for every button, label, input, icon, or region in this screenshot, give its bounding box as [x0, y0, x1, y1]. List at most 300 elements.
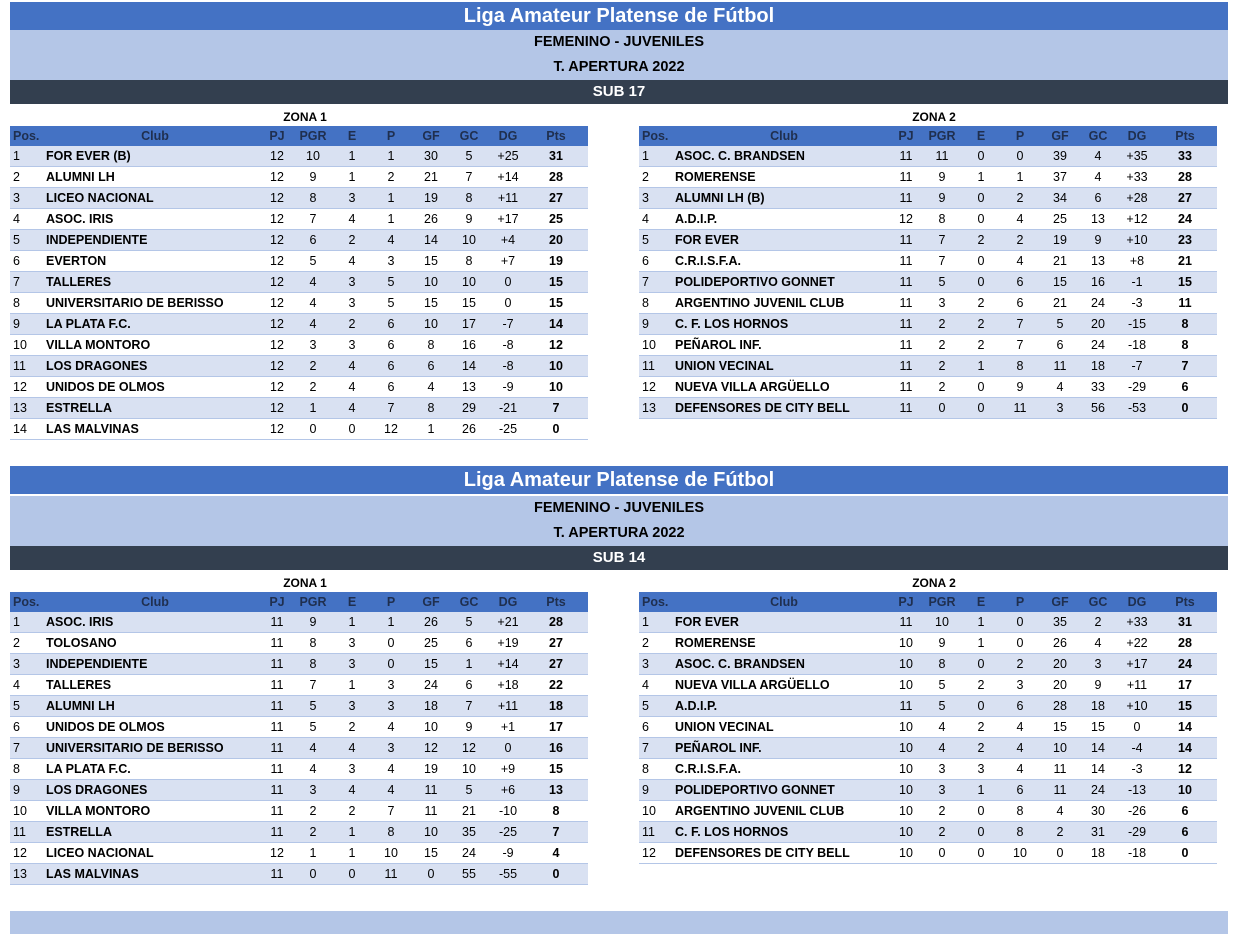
- cell-pj: 11: [266, 864, 288, 885]
- cell-gf: 6: [1045, 335, 1075, 356]
- cell-pj: 10: [895, 801, 917, 822]
- table-row: [10, 335, 588, 356]
- column-header-pos: Pos.: [639, 126, 673, 146]
- cell-gc: 14: [1075, 759, 1121, 780]
- cell-dg: +11: [492, 696, 524, 717]
- column-header-e: E: [967, 126, 995, 146]
- cell-dg: -8: [492, 335, 524, 356]
- cell-e: 1: [338, 146, 366, 167]
- cell-gf: 5: [1045, 314, 1075, 335]
- cell-club: TOLOSANO: [44, 633, 266, 654]
- cell-pj: 12: [266, 356, 288, 377]
- cell-pgr: 5: [288, 717, 338, 738]
- cell-pj: 11: [895, 230, 917, 251]
- footer-band: [10, 911, 1228, 934]
- cell-pts: 24: [1153, 654, 1217, 675]
- cell-pgr: 0: [288, 864, 338, 885]
- cell-dg: +10: [1121, 696, 1153, 717]
- cell-pj: 11: [266, 654, 288, 675]
- cell-pts: 8: [1153, 314, 1217, 335]
- table-row: [10, 356, 588, 377]
- cell-pj: 11: [266, 801, 288, 822]
- cell-pos: 2: [639, 167, 673, 188]
- cell-p: 6: [366, 335, 416, 356]
- cell-pos: 3: [639, 654, 673, 675]
- cell-pos: 2: [10, 167, 44, 188]
- cell-dg: +25: [492, 146, 524, 167]
- table-row: [10, 822, 588, 843]
- cell-p: 9: [995, 377, 1045, 398]
- cell-p: 0: [995, 146, 1045, 167]
- cell-gc: 5: [446, 146, 492, 167]
- cell-club: VILLA MONTORO: [44, 801, 266, 822]
- cell-pts: 15: [524, 272, 588, 293]
- cell-gc: 4: [1075, 633, 1121, 654]
- standings-table: [639, 126, 1217, 419]
- cell-pgr: 2: [917, 801, 967, 822]
- cell-gc: 9: [446, 717, 492, 738]
- cell-pos: 12: [639, 377, 673, 398]
- cell-gc: 8: [446, 188, 492, 209]
- cell-pos: 6: [10, 251, 44, 272]
- cell-pts: 21: [1153, 251, 1217, 272]
- cell-p: 11: [366, 864, 416, 885]
- cell-e: 4: [338, 398, 366, 419]
- table-row: [639, 801, 1217, 822]
- cell-gf: 30: [416, 146, 446, 167]
- cell-gf: 12: [416, 738, 446, 759]
- cell-gf: 19: [1045, 230, 1075, 251]
- table-row: [10, 251, 588, 272]
- cell-pts: 15: [1153, 696, 1217, 717]
- cell-e: 3: [338, 759, 366, 780]
- table-row: [10, 272, 588, 293]
- cell-gc: 20: [1075, 314, 1121, 335]
- table-row: [639, 272, 1217, 293]
- cell-club: DEFENSORES DE CITY BELL: [673, 843, 895, 864]
- cell-p: 7: [366, 801, 416, 822]
- table-row: [639, 633, 1217, 654]
- column-header-gc: GC: [446, 592, 492, 612]
- table-row: [639, 251, 1217, 272]
- cell-dg: +4: [492, 230, 524, 251]
- cell-pts: 28: [524, 612, 588, 633]
- column-header-pos: Pos.: [639, 592, 673, 612]
- cell-club: ALUMNI LH: [44, 696, 266, 717]
- cell-e: 4: [338, 780, 366, 801]
- cell-e: 0: [338, 864, 366, 885]
- cell-dg: -21: [492, 398, 524, 419]
- cell-pj: 12: [895, 209, 917, 230]
- cell-pts: 6: [1153, 801, 1217, 822]
- table-row: [10, 398, 588, 419]
- cell-p: 11: [995, 398, 1045, 419]
- table-row: [10, 864, 588, 885]
- cell-p: 6: [366, 377, 416, 398]
- cell-club: ARGENTINO JUVENIL CLUB: [673, 801, 895, 822]
- cell-dg: -13: [1121, 780, 1153, 801]
- cell-pts: 10: [524, 377, 588, 398]
- cell-dg: -9: [492, 843, 524, 864]
- cell-gc: 1: [446, 654, 492, 675]
- cell-club: LICEO NACIONAL: [44, 843, 266, 864]
- cell-pos: 13: [639, 398, 673, 419]
- cell-club: UNION VECINAL: [673, 717, 895, 738]
- cell-gf: 10: [416, 822, 446, 843]
- cell-dg: -3: [1121, 293, 1153, 314]
- cell-pgr: 5: [917, 696, 967, 717]
- column-header-dg: DG: [492, 126, 524, 146]
- cell-e: 0: [338, 419, 366, 440]
- cell-p: 6: [995, 780, 1045, 801]
- cell-p: 1: [995, 167, 1045, 188]
- cell-dg: -18: [1121, 843, 1153, 864]
- cell-gf: 10: [416, 272, 446, 293]
- table-row: [639, 822, 1217, 843]
- cell-gc: 15: [446, 293, 492, 314]
- cell-pos: 11: [10, 822, 44, 843]
- cell-e: 3: [338, 335, 366, 356]
- cell-pgr: 4: [288, 314, 338, 335]
- cell-pos: 8: [10, 293, 44, 314]
- cell-e: 3: [338, 654, 366, 675]
- cell-club: ESTRELLA: [44, 822, 266, 843]
- cell-pts: 17: [1153, 675, 1217, 696]
- cell-pj: 11: [266, 675, 288, 696]
- cell-pj: 11: [895, 612, 917, 633]
- cell-club: LA PLATA F.C.: [44, 759, 266, 780]
- cell-pj: 10: [895, 759, 917, 780]
- cell-pts: 14: [1153, 717, 1217, 738]
- cell-dg: +7: [492, 251, 524, 272]
- cell-e: 0: [967, 272, 995, 293]
- cell-pgr: 9: [917, 188, 967, 209]
- cell-club: C.R.I.S.F.A.: [673, 251, 895, 272]
- cell-e: 1: [967, 356, 995, 377]
- cell-gf: 11: [1045, 356, 1075, 377]
- cell-p: 2: [995, 188, 1045, 209]
- cell-dg: +28: [1121, 188, 1153, 209]
- cell-pj: 11: [895, 696, 917, 717]
- cell-pos: 12: [10, 377, 44, 398]
- table-row: [10, 801, 588, 822]
- division-subtitle: FEMENINO - JUVENILES: [10, 30, 1228, 55]
- cell-pj: 12: [266, 335, 288, 356]
- table-row: [10, 146, 588, 167]
- cell-pos: 6: [10, 717, 44, 738]
- column-header-e: E: [338, 126, 366, 146]
- cell-gf: 37: [1045, 167, 1075, 188]
- cell-pts: 6: [1153, 822, 1217, 843]
- cell-gf: 15: [1045, 272, 1075, 293]
- cell-pgr: 0: [917, 843, 967, 864]
- cell-p: 4: [995, 251, 1045, 272]
- cell-e: 0: [967, 654, 995, 675]
- cell-p: 4: [366, 759, 416, 780]
- cell-club: UNION VECINAL: [673, 356, 895, 377]
- cell-gc: 7: [446, 696, 492, 717]
- cell-gf: 11: [1045, 780, 1075, 801]
- column-header-gf: GF: [1045, 592, 1075, 612]
- cell-pts: 15: [1153, 272, 1217, 293]
- cell-p: 5: [366, 293, 416, 314]
- cell-club: LAS MALVINAS: [44, 419, 266, 440]
- cell-pgr: 5: [288, 251, 338, 272]
- cell-dg: +22: [1121, 633, 1153, 654]
- cell-pgr: 3: [288, 780, 338, 801]
- cell-gc: 8: [446, 251, 492, 272]
- cell-gc: 4: [1075, 167, 1121, 188]
- cell-dg: -53: [1121, 398, 1153, 419]
- cell-gf: 20: [1045, 654, 1075, 675]
- table-row: [639, 738, 1217, 759]
- cell-pos: 8: [10, 759, 44, 780]
- cell-pj: 11: [895, 167, 917, 188]
- table-row: [10, 654, 588, 675]
- column-header-pj: PJ: [266, 592, 288, 612]
- column-header-pts: Pts: [1153, 592, 1217, 612]
- table-row: [639, 675, 1217, 696]
- cell-pj: 12: [266, 167, 288, 188]
- cell-gf: 34: [1045, 188, 1075, 209]
- cell-pos: 10: [639, 335, 673, 356]
- cell-dg: -29: [1121, 822, 1153, 843]
- cell-pj: 12: [266, 209, 288, 230]
- cell-dg: +9: [492, 759, 524, 780]
- table-row: [639, 146, 1217, 167]
- cell-gc: 4: [1075, 146, 1121, 167]
- table-row: [639, 780, 1217, 801]
- cell-dg: +11: [492, 188, 524, 209]
- zone-label: ZONA 2: [912, 110, 956, 124]
- cell-pos: 9: [10, 780, 44, 801]
- cell-dg: +33: [1121, 167, 1153, 188]
- cell-e: 1: [338, 843, 366, 864]
- cell-e: 2: [967, 230, 995, 251]
- column-header-gf: GF: [416, 126, 446, 146]
- cell-pgr: 9: [917, 633, 967, 654]
- column-header-pts: Pts: [524, 592, 588, 612]
- cell-pts: 31: [1153, 612, 1217, 633]
- column-header-club: Club: [44, 592, 266, 612]
- cell-dg: -10: [492, 801, 524, 822]
- cell-club: POLIDEPORTIVO GONNET: [673, 272, 895, 293]
- cell-pj: 10: [895, 843, 917, 864]
- cell-pos: 2: [639, 633, 673, 654]
- cell-pos: 13: [10, 864, 44, 885]
- table-row: [10, 759, 588, 780]
- cell-gc: 29: [446, 398, 492, 419]
- cell-e: 1: [338, 675, 366, 696]
- cell-club: EVERTON: [44, 251, 266, 272]
- cell-dg: -15: [1121, 314, 1153, 335]
- cell-pos: 7: [639, 272, 673, 293]
- cell-club: LOS DRAGONES: [44, 780, 266, 801]
- cell-dg: -26: [1121, 801, 1153, 822]
- cell-pj: 12: [266, 293, 288, 314]
- cell-club: ALUMNI LH: [44, 167, 266, 188]
- column-header-pj: PJ: [266, 126, 288, 146]
- cell-pos: 3: [10, 654, 44, 675]
- cell-club: VILLA MONTORO: [44, 335, 266, 356]
- cell-gc: 12: [446, 738, 492, 759]
- cell-e: 3: [338, 633, 366, 654]
- cell-pgr: 8: [917, 654, 967, 675]
- cell-pos: 4: [10, 675, 44, 696]
- cell-club: NUEVA VILLA ARGÜELLO: [673, 675, 895, 696]
- cell-pts: 28: [1153, 633, 1217, 654]
- cell-club: UNIVERSITARIO DE BERISSO: [44, 738, 266, 759]
- cell-pgr: 10: [288, 146, 338, 167]
- cell-club: LAS MALVINAS: [44, 864, 266, 885]
- cell-pts: 6: [1153, 377, 1217, 398]
- cell-pts: 24: [1153, 209, 1217, 230]
- cell-e: 0: [967, 188, 995, 209]
- cell-pj: 10: [895, 654, 917, 675]
- cell-e: 4: [338, 251, 366, 272]
- cell-dg: +33: [1121, 612, 1153, 633]
- cell-pos: 7: [10, 738, 44, 759]
- cell-p: 6: [366, 356, 416, 377]
- column-header-pj: PJ: [895, 592, 917, 612]
- cell-club: INDEPENDIENTE: [44, 654, 266, 675]
- cell-pgr: 3: [288, 335, 338, 356]
- cell-pts: 28: [524, 167, 588, 188]
- cell-pts: 8: [524, 801, 588, 822]
- cell-pos: 4: [10, 209, 44, 230]
- cell-gf: 10: [416, 717, 446, 738]
- cell-pos: 10: [10, 801, 44, 822]
- column-header-pts: Pts: [1153, 126, 1217, 146]
- cell-gc: 18: [1075, 356, 1121, 377]
- cell-e: 2: [967, 717, 995, 738]
- column-header-gc: GC: [1075, 126, 1121, 146]
- cell-pj: 11: [895, 398, 917, 419]
- cell-club: C. F. LOS HORNOS: [673, 822, 895, 843]
- cell-e: 2: [967, 675, 995, 696]
- cell-pts: 14: [1153, 738, 1217, 759]
- cell-pts: 27: [524, 188, 588, 209]
- cell-pj: 11: [266, 717, 288, 738]
- cell-e: 0: [967, 843, 995, 864]
- cell-club: NUEVA VILLA ARGÜELLO: [673, 377, 895, 398]
- cell-pos: 9: [10, 314, 44, 335]
- cell-pj: 12: [266, 272, 288, 293]
- column-header-pgr: PGR: [917, 592, 967, 612]
- cell-p: 3: [366, 738, 416, 759]
- cell-pos: 4: [639, 209, 673, 230]
- cell-dg: -9: [492, 377, 524, 398]
- cell-e: 1: [967, 780, 995, 801]
- cell-pos: 5: [639, 230, 673, 251]
- cell-pgr: 8: [917, 209, 967, 230]
- cell-p: 2: [995, 654, 1045, 675]
- cell-gf: 26: [416, 209, 446, 230]
- cell-dg: +14: [492, 167, 524, 188]
- cell-pts: 19: [524, 251, 588, 272]
- cell-dg: 0: [492, 293, 524, 314]
- cell-gc: 13: [1075, 209, 1121, 230]
- column-header-p: P: [366, 126, 416, 146]
- cell-pts: 0: [524, 864, 588, 885]
- cell-p: 1: [366, 209, 416, 230]
- cell-pts: 10: [1153, 780, 1217, 801]
- cell-pgr: 5: [288, 696, 338, 717]
- cell-p: 8: [995, 801, 1045, 822]
- cell-e: 1: [338, 612, 366, 633]
- cell-gf: 39: [1045, 146, 1075, 167]
- cell-pgr: 10: [917, 612, 967, 633]
- cell-club: LA PLATA F.C.: [44, 314, 266, 335]
- cell-p: 0: [366, 633, 416, 654]
- cell-pts: 10: [524, 356, 588, 377]
- cell-pos: 1: [639, 612, 673, 633]
- cell-e: 2: [338, 314, 366, 335]
- cell-gc: 14: [1075, 738, 1121, 759]
- table-header-row: [639, 126, 1217, 146]
- zone-label: ZONA 2: [912, 576, 956, 590]
- table-row: [639, 314, 1217, 335]
- cell-club: A.D.I.P.: [673, 696, 895, 717]
- cell-club: ASOC. IRIS: [44, 209, 266, 230]
- cell-gc: 10: [446, 272, 492, 293]
- cell-gf: 35: [1045, 612, 1075, 633]
- column-header-pos: Pos.: [10, 592, 44, 612]
- cell-e: 1: [967, 167, 995, 188]
- cell-pj: 12: [266, 251, 288, 272]
- cell-pos: 9: [639, 780, 673, 801]
- cell-pj: 11: [895, 272, 917, 293]
- cell-e: 3: [338, 272, 366, 293]
- cell-pj: 11: [895, 356, 917, 377]
- cell-gc: 30: [1075, 801, 1121, 822]
- cell-pos: 3: [10, 188, 44, 209]
- cell-club: ASOC. C. BRANDSEN: [673, 654, 895, 675]
- cell-dg: +18: [492, 675, 524, 696]
- cell-pts: 13: [524, 780, 588, 801]
- cell-dg: +6: [492, 780, 524, 801]
- table-header-row: [10, 126, 588, 146]
- cell-gf: 25: [1045, 209, 1075, 230]
- cell-club: INDEPENDIENTE: [44, 230, 266, 251]
- column-header-pos: Pos.: [10, 126, 44, 146]
- cell-pos: 6: [639, 251, 673, 272]
- cell-pos: 11: [639, 356, 673, 377]
- cell-dg: +10: [1121, 230, 1153, 251]
- cell-gf: 19: [416, 759, 446, 780]
- cell-gc: 13: [446, 377, 492, 398]
- cell-pts: 8: [1153, 335, 1217, 356]
- cell-club: FOR EVER (B): [44, 146, 266, 167]
- cell-pts: 7: [524, 398, 588, 419]
- cell-club: ROMERENSE: [673, 633, 895, 654]
- cell-pos: 2: [10, 633, 44, 654]
- cell-gc: 10: [446, 759, 492, 780]
- cell-gf: 15: [1045, 717, 1075, 738]
- cell-pos: 4: [639, 675, 673, 696]
- cell-pgr: 3: [917, 759, 967, 780]
- cell-pgr: 7: [288, 209, 338, 230]
- cell-dg: -7: [1121, 356, 1153, 377]
- cell-e: 4: [338, 356, 366, 377]
- cell-p: 4: [995, 738, 1045, 759]
- cell-gf: 3: [1045, 398, 1075, 419]
- cell-pts: 4: [524, 843, 588, 864]
- table-row: [639, 759, 1217, 780]
- table-row: [10, 314, 588, 335]
- table-row: [10, 738, 588, 759]
- cell-gc: 2: [1075, 612, 1121, 633]
